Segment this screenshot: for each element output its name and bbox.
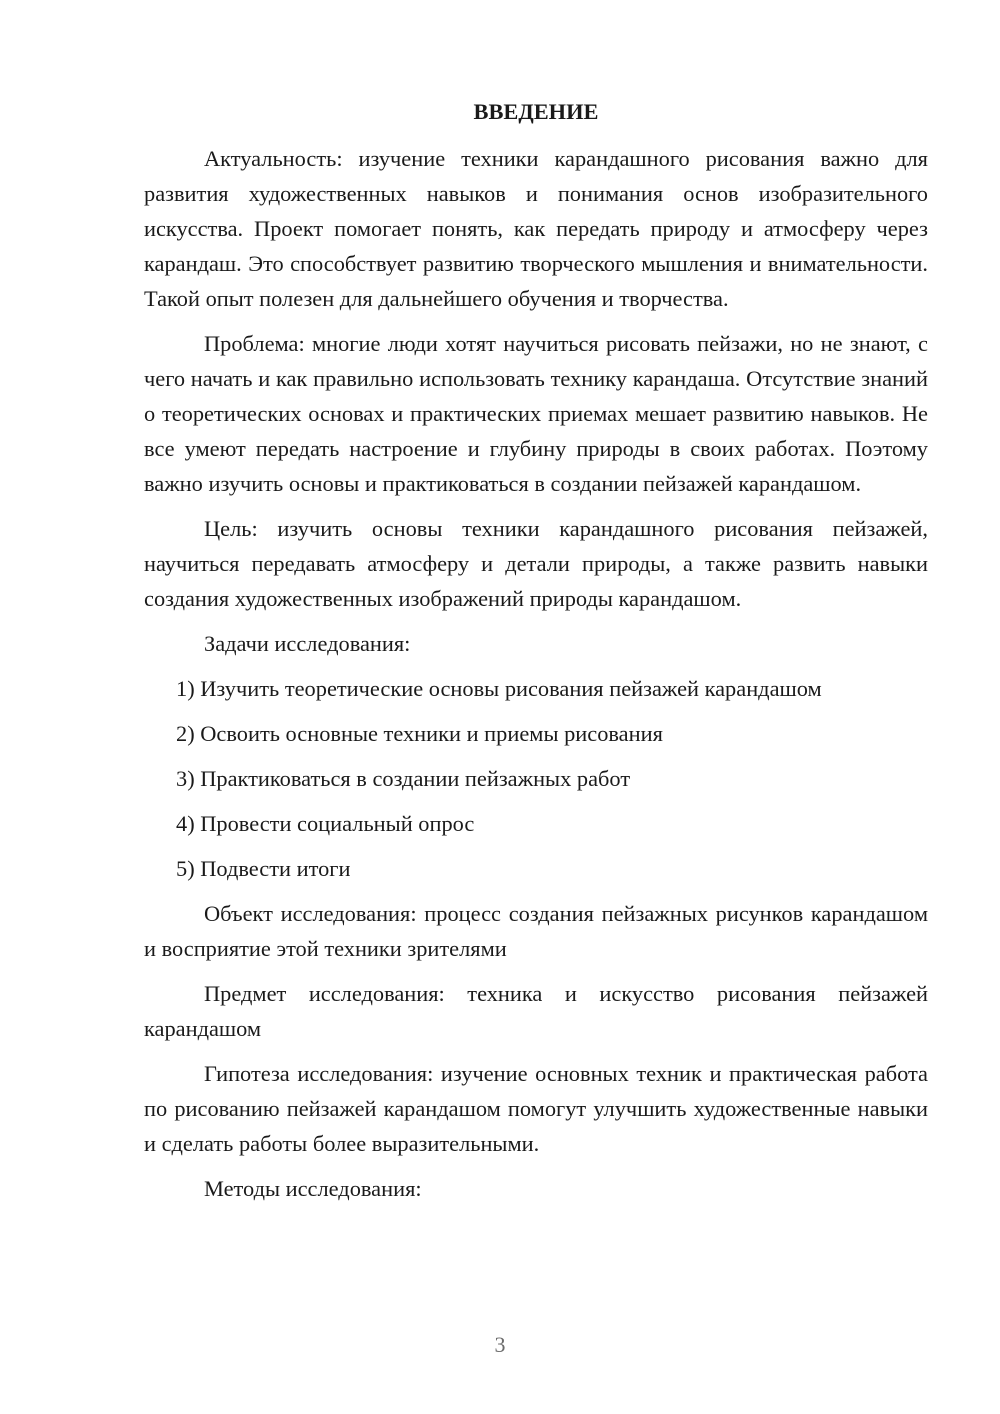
subject-paragraph: Предмет исследования: техника и искусство рисования пейзажей карандашом <box>144 981 928 1041</box>
list-item: 2) Освоить основные техники и приемы рисования <box>176 721 663 746</box>
tasks-title: Задачи исследования: <box>204 631 411 656</box>
list-item: 1) Изучить теоретические основы рисования пейзажей карандашом <box>176 676 822 701</box>
object-paragraph: Объект исследования: процесс создания пейзажных рисунков карандашом и восприятие этой техники зрителями <box>144 901 928 961</box>
tasks-list <box>144 671 928 886</box>
goal-paragraph: Цель: изучить основы техники карандашного рисования пейзажей, научиться передавать атмосферу и детали природы, а также развить навыки создания художественных изображений природы карандашом. <box>144 516 928 611</box>
methods-title: Методы исследования: <box>204 1176 422 1201</box>
document-page <box>144 94 928 1216</box>
list-item: 5) Подвести итоги <box>176 856 351 881</box>
relevance-paragraph: Актуальность: изучение техники карандашного рисования важно для развития художественных навыков и понимания основ изобразительного искусства. Проект помогает понять, как передать природу и атмосферу через карандаш. Это способствует развитию творческого мышления и внимательности. Такой опыт полезен для дальнейшего обучения и творчества. <box>144 146 928 311</box>
hypothesis-paragraph: Гипотеза исследования: изучение основных техник и практическая работа по рисованию пейзажей карандашом помогут улучшить художественные навыки и сделать работы более выразительными. <box>144 1061 928 1156</box>
problem-paragraph: Проблема: многие люди хотят научиться рисовать пейзажи, но не знают, с чего начать и как правильно использовать технику карандаша. Отсутствие знаний о теоретических основах и практических приемах мешает развитию навыков. Не все умеют передать настроение и глубину природы в своих работах. Поэтому важно изучить основы и практиковаться в создании пейзажей карандашом. <box>144 331 928 496</box>
list-item: 3) Практиковаться в создании пейзажных работ <box>176 766 631 791</box>
section-heading: ВВЕДЕНИЕ <box>473 99 599 124</box>
list-item: 4) Провести социальный опрос <box>176 811 475 836</box>
page-number: 3 <box>494 1332 506 1357</box>
